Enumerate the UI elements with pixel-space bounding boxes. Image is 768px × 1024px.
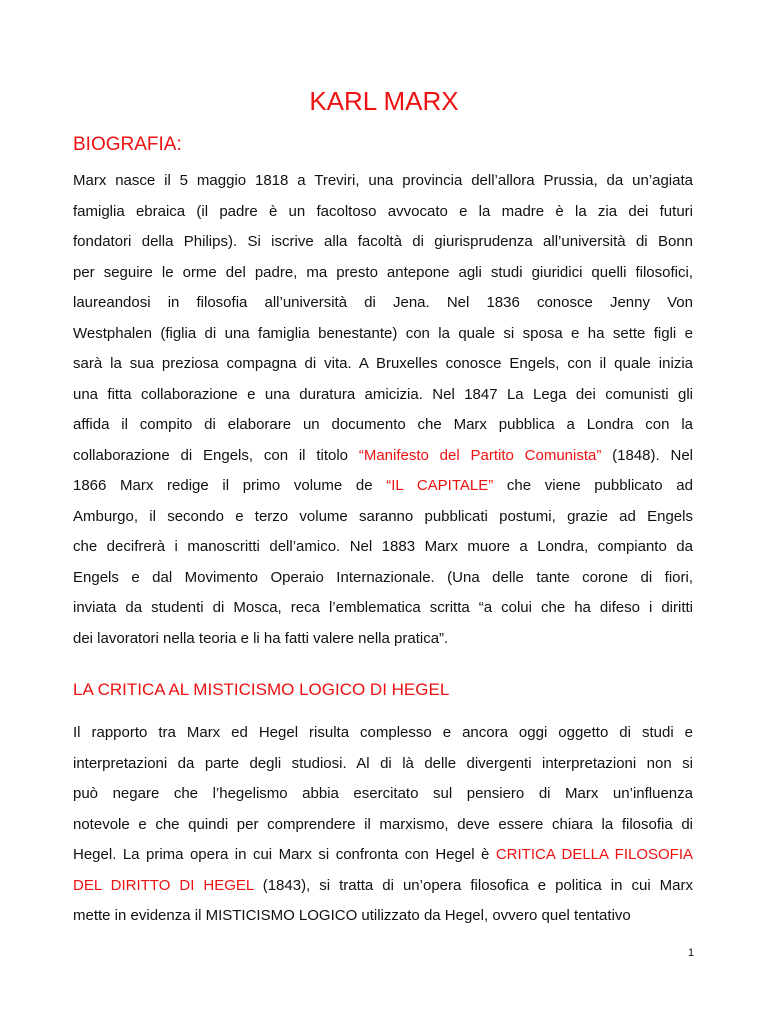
text-run: Westphalen (figlia di una famiglia benestante) con la quale si sposa e ha sette figli e [73,324,693,342]
text-line [73,624,693,655]
text-line [73,749,693,780]
section-heading-biografia: BIOGRAFIA: [73,134,182,155]
text-line [73,779,693,810]
text-run: interpretazioni da parte degli studiosi. Al di là delle divergenti interpretazioni non si [73,754,693,772]
text-run: una fitta collaborazione e una duratura amicizia. Nel 1847 La Lega dei comunisti gli [73,385,693,403]
text-line [73,197,693,228]
text-run: che decifrerà i manoscritti dell’amico. Nel 1883 Marx muore a Londra, compianto da [73,538,693,555]
text-run: affida il compito di elaborare un documento che Marx pubblica a Londra con la [73,416,693,433]
text-run: può negare che l’hegelismo abbia esercitato sul pensiero di Marx un’influenza [73,785,693,802]
biografia-paragraph [73,166,693,654]
text-run: famiglia ebraica (il padre è un facoltoso avvocato e la madre è la zia dei futuri [73,202,693,220]
text-line [73,227,693,258]
text-run: Marx nasce il 5 maggio 1818 a Treviri, una provincia dell’allora Prussia, da un’agiata [73,172,693,189]
text-line [73,563,693,594]
text-line [73,871,693,902]
section-heading-critica-hegel: LA CRITICA AL MISTICISMO LOGICO DI HEGEL [73,680,450,699]
text-line [73,166,693,197]
critica-paragraph [73,718,693,932]
text-line [73,380,693,411]
text-run: 1866 Marx redige il primo volume de [73,477,387,494]
text-run: collaborazione di Engels, con il titolo [73,446,359,464]
text-line [73,441,693,472]
text-run: fondatori della Philips). Si iscrive alla facoltà di giurisprudenza all’università di Bonn [73,233,693,250]
text-line [73,532,693,563]
text-line [73,810,693,841]
text-run: (1843), si tratta di un’opera filosofica e politica in cui Marx [253,876,693,894]
text-run: Amburgo, il secondo e terzo volume saranno pubblicati postumi, grazie ad Engels [73,507,693,525]
text-run: che viene pubblicato ad [493,477,693,494]
text-line [73,349,693,380]
page-number: 1 [688,947,695,959]
text-run: sarà la sua preziosa compagna di vita. A Bruxelles conosce Engels, con il quale inizia [73,355,693,372]
text-line [73,593,693,624]
text-run: laureandosi in filosofia all’università di Jena. Nel 1836 conosce Jenny Von [73,294,693,311]
text-run: (1848). Nel [601,446,693,464]
text-run: Engels e dal Movimento Operaio Internazionale. (Una delle tante corone di fiori, [73,568,693,586]
text-run: Hegel. La prima opera in cui Marx si confronta con Hegel è [73,846,496,863]
highlighted-title-text: “Manifesto del Partito Comunista” [358,446,602,464]
text-run: Il rapporto tra Marx ed Hegel risulta complesso e ancora oggi oggetto di studi e [73,724,693,741]
text-run: notevole e che quindi per comprendere il marxismo, deve essere chiara la filosofia di [73,815,693,833]
text-line [73,718,693,749]
text-line [73,502,693,533]
text-line [73,840,693,871]
text-run: mette in evidenza il MISTICISMO LOGICO utilizzato da Hegel, ovvero quel tentativo [73,907,631,924]
text-run: per seguire le orme del padre, ma presto antepone agli studi giuridici quelli filosofici, [73,263,693,281]
highlighted-title-text: DEL DIRITTO DI HEGEL [73,876,254,894]
text-line [73,471,693,502]
highlighted-title-text: CRITICA DELLA FILOSOFIA [495,846,694,863]
text-line [73,319,693,350]
highlighted-title-text: “IL CAPITALE” [386,477,494,494]
text-line [73,258,693,289]
text-run: inviata da studenti di Mosca, reca l’emblematica scritta “a colui che ha difeso i diritti [73,599,693,616]
document-title: KARL MARX [309,86,459,116]
text-run: dei lavoratori nella teoria e li ha fatti valere nella pratica”. [73,629,449,647]
text-line [73,901,693,932]
text-line [73,288,693,319]
text-line [73,410,693,441]
